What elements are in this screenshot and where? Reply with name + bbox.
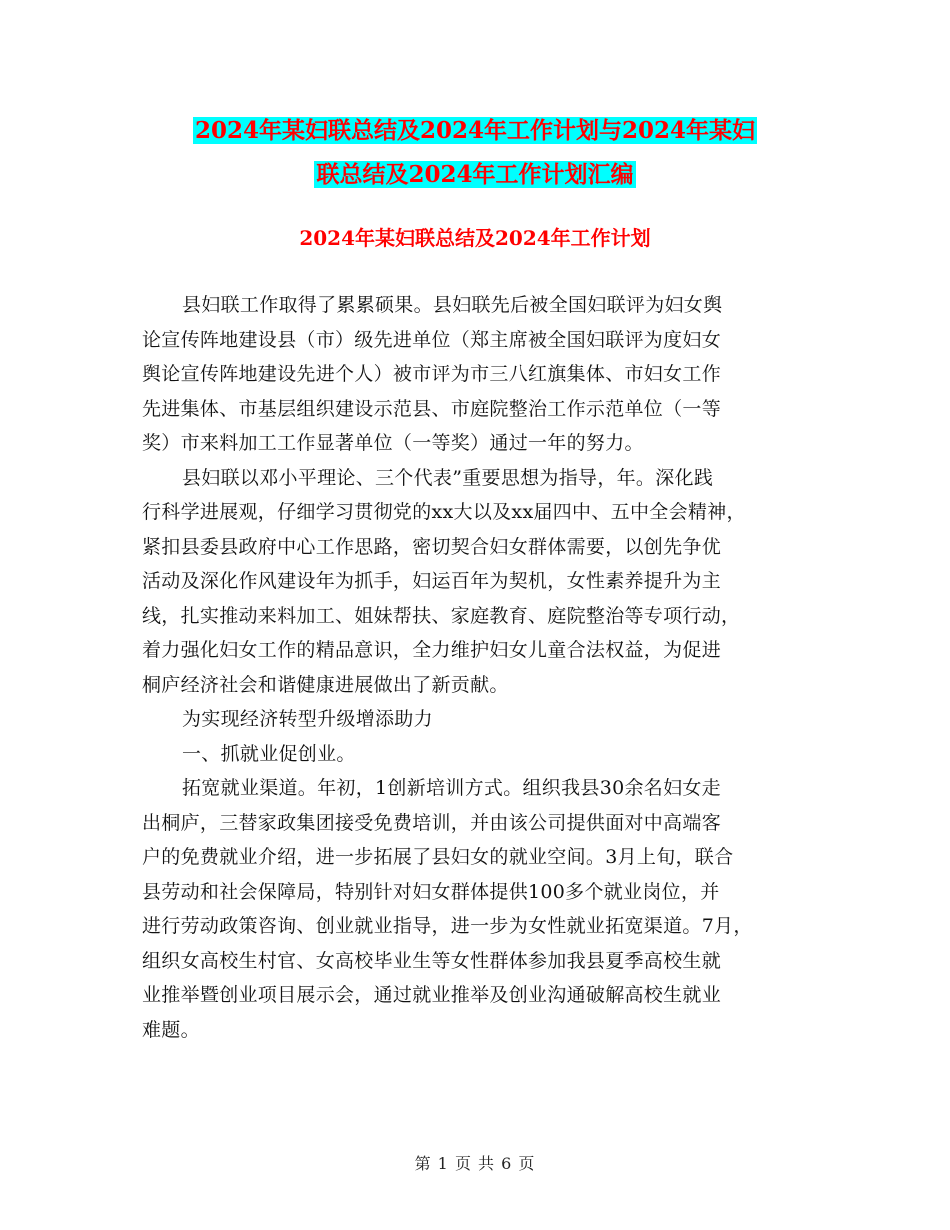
document-title-line-2 [0,154,950,196]
text-line: 先进集体、市基层组织建设示范县、市庭院整治工作示范单位（一等 [142,397,722,420]
text-line: 桐庐经济社会和谐健康进展做出了新贡献。 [142,673,509,696]
document-title-line-1 [0,110,950,152]
text-line: 紧扣县委县政府中心工作思路，密切契合妇女群体需要，以创先争优 [142,535,722,558]
text-line: 出桐庐，三替家政集团接受免费培训，并由该公司提供面对中高端客 [142,811,722,834]
text-line: 为实现经济转型升级增添助力 [182,708,433,730]
text-line: 活动及深化作风建设年为抓手，妇运百年为契机，女性素养提升为主 [142,570,722,592]
text-line: 业推举暨创业项目展示会，通过就业推举及创业沟通破解高校生就业 [142,984,722,1006]
text-line: 县妇联工作取得了累累硕果。县妇联先后被全国妇联评为妇女舆 [182,294,723,316]
title-highlight-2: 联总结及2024年工作计划汇编 [316,161,634,188]
text-line: 舆论宣传阵地建设先进个人）被市评为市三八红旗集体、市妇女工作 [142,363,722,385]
section-title: 2024年某妇联总结及2024年工作计划 [299,226,651,250]
text-line: 难题。 [142,1018,200,1041]
text-line: 行科学进展观，仔细学习贯彻党的xx大以及xx届四中、五中全会精神， [142,501,746,523]
text-line: 户的免费就业介绍，进一步拓展了县妇女的就业空间。3月上旬，联合 [142,846,734,868]
text-line: 论宣传阵地建设县（市）级先进单位（郑主席被全国妇联评为度妇女 [142,328,722,351]
page-footer: 第 1 页 共 6 页 [414,1154,536,1173]
text-line: 奖）市来料加工工作显著单位（一等奖）通过一年的努力。 [142,432,644,454]
text-line: 进行劳动政策咨询、创业就业指导，进一步为女性就业拓宽渠道。7月， [142,915,753,937]
text-line: 县妇联以邓小平理论、三个代表”重要思想为指导，年。深化践 [182,466,714,489]
text-line: 线，扎实推动来料加工、姐妹帮扶、家庭教育、庭院整治等专项行动， [142,604,741,627]
text-line: 拓宽就业渠道。年初，1创新培训方式。组织我县30余名妇女走 [182,777,721,799]
text-line: 组织女高校生村官、女高校毕业生等女性群体参加我县夏季高校生就 [142,949,722,972]
title-highlight-1: 2024年某妇联总结及2024年工作计划与2024年某妇 [194,117,756,144]
text-line: 一、抓就业促创业。 [182,742,356,765]
text-line: 县劳动和社会保障局，特别针对妇女群体提供100多个就业岗位，并 [142,880,720,903]
text-line: 着力强化妇女工作的精品意识，全力维护妇女儿童合法权益，为促进 [142,639,722,661]
